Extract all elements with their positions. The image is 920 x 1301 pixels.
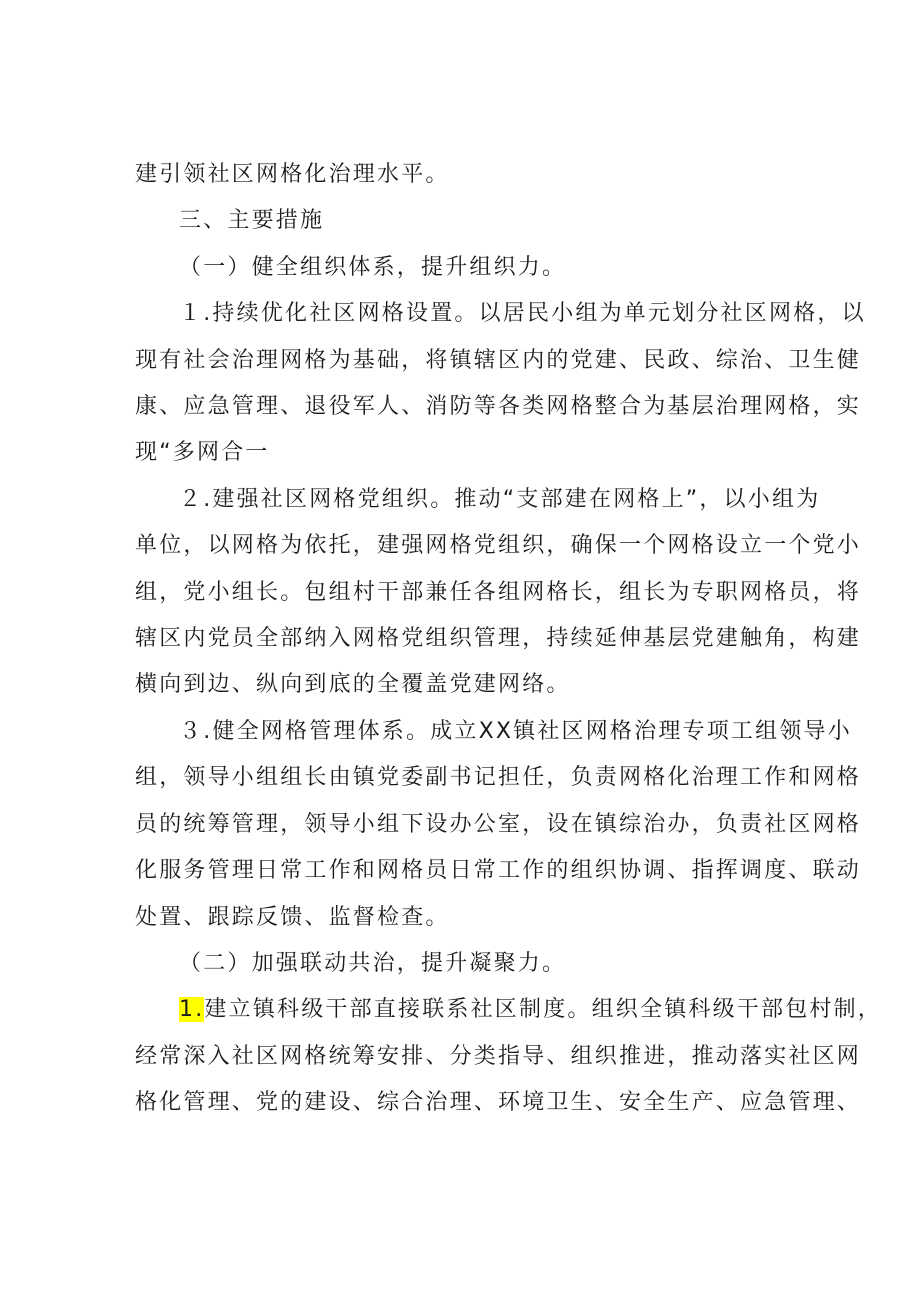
subsection-heading-1 [135, 245, 790, 291]
text-line: 现有社会治理网格为基础，将镇辖区内的党建、民政、综治、卫生健 [135, 347, 862, 373]
text-line-rest: 建立镇科级干部直接联系社区制度。组织全镇科级干部包村制， [204, 997, 882, 1023]
text-line: 经常深入社区网格统筹安排、分类指导、组织推进，推动落实社区网 [135, 1043, 862, 1069]
text-line: （一）健全组织体系，提升组织力。 [179, 254, 567, 280]
text-line: 员的统筹管理，领导小组下设办公室，设在镇综治办，负责社区网格 [135, 811, 862, 837]
text-line: 三、主要措施 [179, 208, 325, 234]
text-line: 辖区内党员全部纳入网格党组织管理，持续延伸基层党建触角，构建 [135, 626, 862, 652]
text-line: 格化管理、党的建设、综合治理、环境卫生、安全生产、应急管理、 [135, 1090, 862, 1116]
text-line: 建引领社区网格化治理水平。 [135, 162, 450, 187]
text-line: 组，领导小组组长由镇党委副书记担任，负责网格化治理工作和网格 [135, 765, 862, 791]
section-heading [135, 198, 790, 244]
paragraph-continuation [135, 152, 790, 198]
subsection-heading-2 [135, 941, 790, 987]
paragraph-item-1 [135, 291, 866, 477]
text-line: 组，党小组长。包组村干部兼任各组网格长，组长为专职网格员，将 [135, 579, 862, 605]
text-line: 化服务管理日常工作和网格员日常工作的组织协调、指挥调度、联动 [135, 858, 862, 884]
paragraph-item-3 [135, 709, 862, 941]
text-line [135, 987, 882, 1033]
text-line: ２.建强社区网格党组织。推动“支部建在网格上”，以小组为 [179, 486, 821, 512]
document-body [135, 152, 882, 1127]
text-line: （二）加强联动共治，提升凝聚力。 [179, 950, 567, 976]
text-line: 处置、跟踪反馈、监督检查。 [135, 904, 450, 930]
paragraph-item-4 [135, 987, 882, 1126]
text-line: １.持续优化社区网格设置。以居民小组为单元划分社区网格，以 [179, 301, 866, 327]
paragraph-item-2 [135, 477, 862, 709]
text-line: 现“多网合一 [135, 440, 270, 466]
highlighted-item-number: 1. [179, 997, 205, 1023]
text-line: 单位，以网格为依托，建强网格党组织，确保一个网格设立一个党小 [135, 533, 862, 559]
text-line: 康、应急管理、退役军人、消防等各类网格整合为基层治理网格，实 [135, 394, 862, 420]
text-line: 横向到边、纵向到底的全覆盖党建网络。 [135, 672, 571, 698]
text-line: ３.健全网格管理体系。成立XX镇社区网格治理专项工组领导小 [179, 718, 852, 744]
